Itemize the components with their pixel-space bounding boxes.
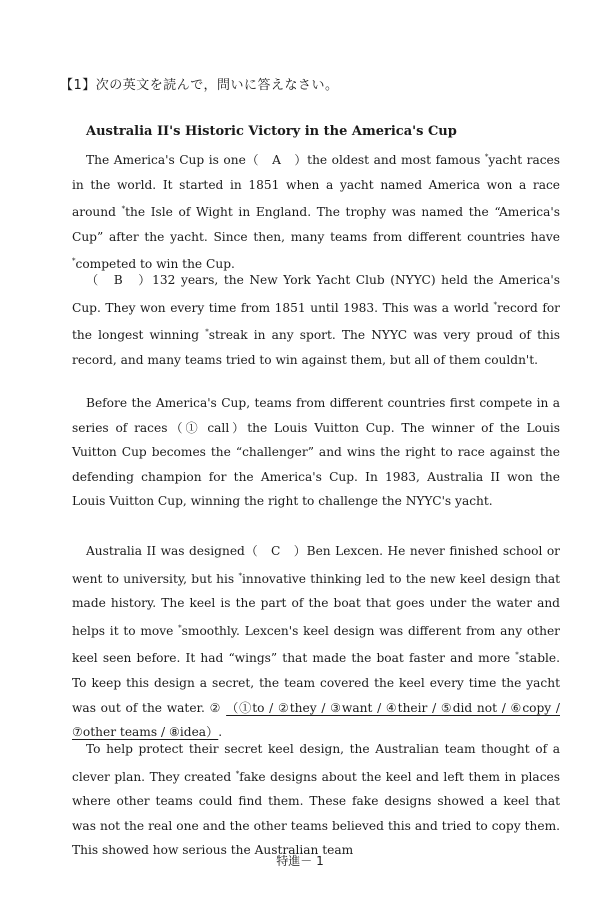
question-header: 【1】次の英文を読んで，問いに答えなさい。 bbox=[60, 78, 339, 93]
paragraph-1: The America's Cup is one（ A ）the oldest and most famous *yacht races in the world. It started in 1851 when a yacht named America won a race around *the Isle of Wight in England. The trophy was named the “America's Cup” after the yacht. Since then, many teams from different countries have *competed to win the Cup. bbox=[72, 153, 561, 272]
paragraph-3: Before the America's Cup, teams from different countries first compete in a series of races（① call）the Louis Vuitton Cup. The winner of the Louis Vuitton Cup becomes the “challenger” and wins the right to race against the defending champion for the America's Cup. In 1983, Australia II won the Louis Vuitton Cup, winning the right to challenge the NYYC's yacht. bbox=[72, 396, 560, 509]
glossary-mark: * bbox=[72, 257, 76, 266]
page-footer: 特進－ 1 bbox=[276, 854, 324, 868]
paragraph-2: （ B ）132 years, the New York Yacht Club (NYYC) held the America's Cup. They won every time from 1851 until 1983. This was a world *record for the longest winning *streak in any sport. The NYYC was very proud of this record, and many teams tried to win against them, but all of them couldn't. bbox=[72, 273, 560, 367]
glossary-mark: * bbox=[178, 623, 182, 632]
glossary-mark: * bbox=[484, 153, 489, 161]
glossary-mark: * bbox=[121, 205, 126, 214]
paragraph-5: To help protect their secret keel design, the Australian team thought of a clever plan. They created *fake designs about the keel and left them in places where other teams could find them. These fake designs showed a keel that was not the real one and the other teams believed this and tried to copy them. This showed how serious the Australian team bbox=[72, 742, 560, 858]
glossary-mark: * bbox=[493, 300, 497, 309]
paragraph-4: Australia II was designed（ C ）Ben Lexcen. He never finished school or went to university, but his *innovative thinking led to the new keel design that made history. The keel is the part of the boat that goes under the water and helps it to move *smoothly. Lexcen's keel design was different from any other keel seen before. It had “wings” that made the boat faster and more *stable. To keep this design a secret, the team covered the keel every time the yacht was out of the water. ② （①to / ②they / ③want / ④their / ⑤did not / ⑥copy / ⑦other teams / ⑧idea）. bbox=[72, 544, 561, 740]
glossary-mark: * bbox=[515, 651, 519, 660]
glossary-mark: * bbox=[205, 328, 209, 337]
reorder-question-underline: （①to / ②they / ③want / ④their / ⑤did not / ⑥copy / ⑦other teams / ⑧idea） bbox=[72, 700, 560, 740]
glossary-mark: * bbox=[238, 571, 242, 580]
glossary-mark: * bbox=[235, 769, 240, 778]
passage-title: Australia II's Historic Victory in the America's Cup bbox=[86, 124, 457, 139]
